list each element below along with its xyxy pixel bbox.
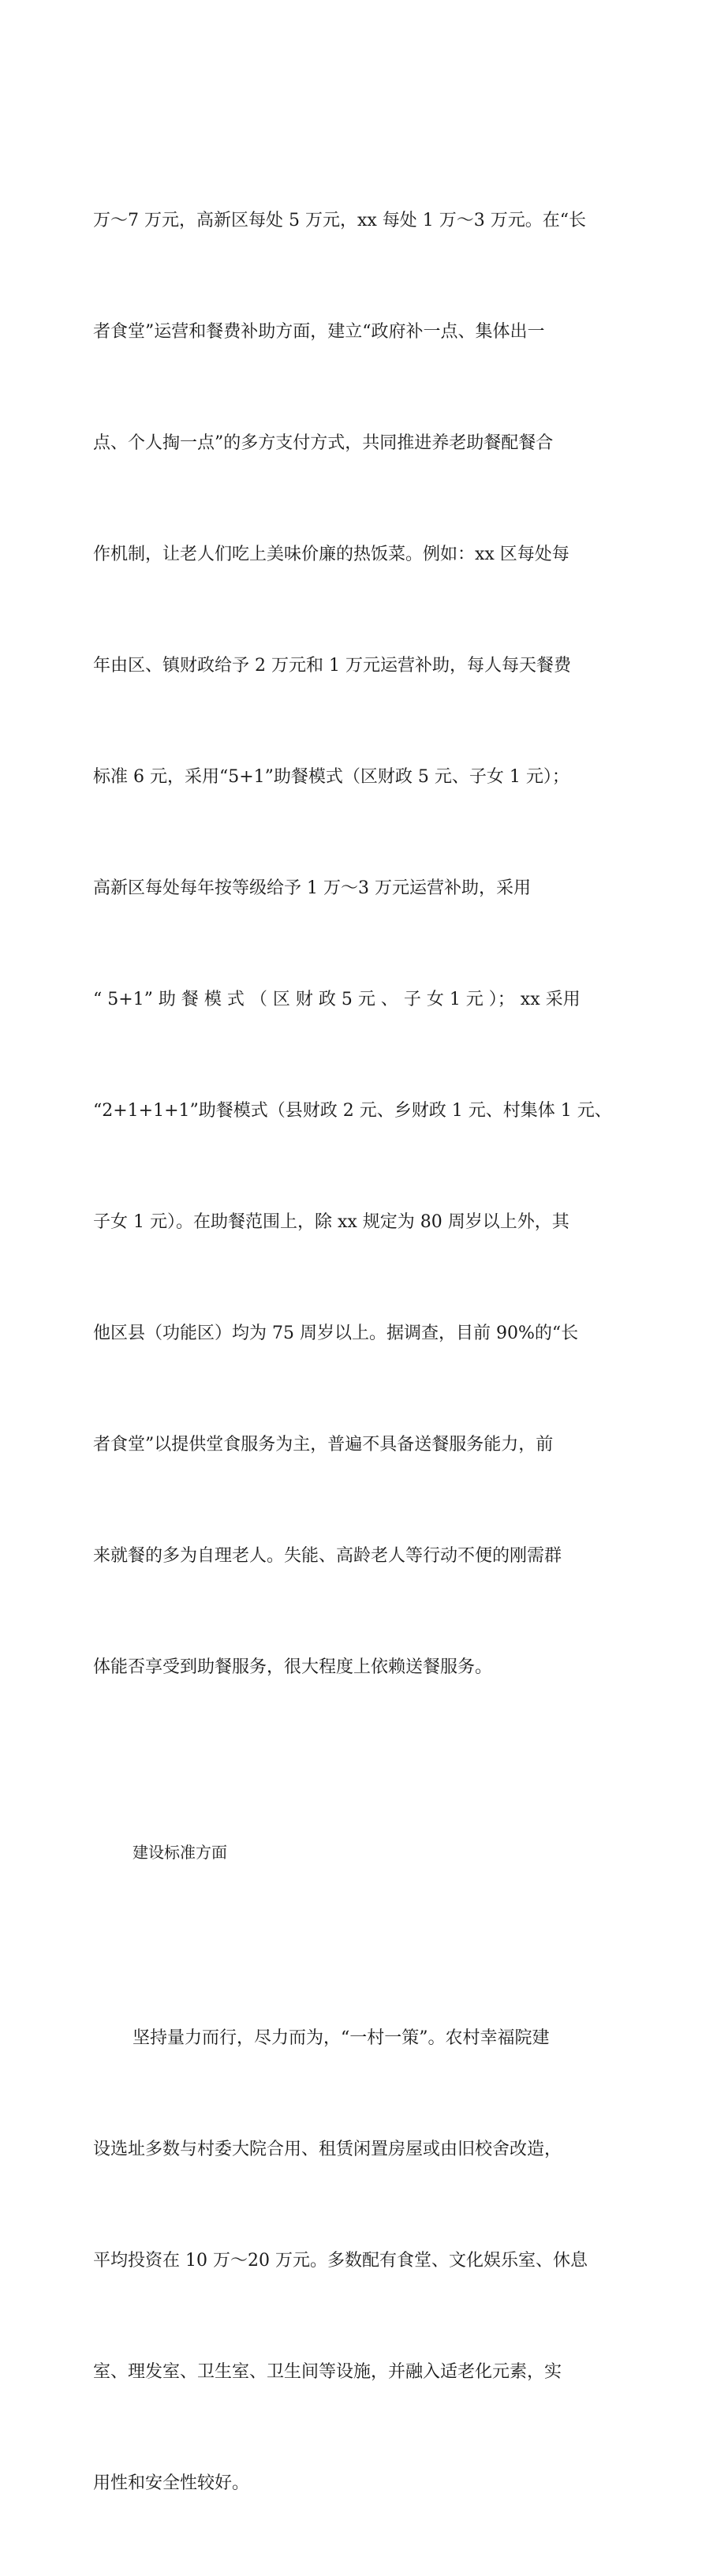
text-line: “2+1+1+1”助餐模式（县财政 2 元、乡财政 1 元、村集体 1 元、: [93, 1101, 612, 1121]
text-line: 作机制，让老人们吃上美味价廉的热饭菜。例如：xx 区每处每: [93, 545, 569, 564]
section-heading: 建设标准方面: [133, 1843, 227, 1862]
text-line: 设选址多数与村委大院合用、租赁闲置房屋或由旧校舍改造，: [93, 2140, 562, 2159]
document-body: [93, 128, 623, 2576]
text-line: 来就餐的多为自理老人。失能、高龄老人等行动不便的刚需群: [93, 1546, 562, 1566]
text-line: 坚持量力而行，尽力而为，“一村一策”。农村幸福院建: [133, 2028, 550, 2048]
paragraph-standards: [93, 1945, 623, 2576]
text-line: 点、个人掏一点”的多方支付方式，共同推进养老助餐配餐合: [93, 433, 554, 453]
text-line: 室、理发室、卫生室、卫生间等设施，并融入适老化元素，实: [93, 2362, 562, 2382]
text-line: 者食堂”以提供堂食服务为主，普遍不具备送餐服务能力，前: [93, 1435, 554, 1455]
text-line: 万～7 万元，高新区每处 5 万元，xx 每处 1 万～3 万元。在“长: [93, 211, 587, 230]
text-line: 标准 6 元，采用“5+1”助餐模式（区财政 5 元、子女 1 元）；: [93, 767, 569, 787]
text-line: 平均投资在 10 万～20 万元。多数配有食堂、文化娱乐室、休息: [93, 2251, 588, 2271]
text-line: 体能否享受到助餐服务，很大程度上依赖送餐服务。: [93, 1657, 493, 1677]
text-line: 者食堂”运营和餐费补助方面，建立“政府补一点、集体出一: [93, 322, 545, 342]
paragraph-funding: [93, 128, 623, 1760]
text-line: 用性和安全性较好。: [93, 2473, 250, 2493]
text-line: 高新区每处每年按等级给予 1 万～3 万元运营补助，采用: [93, 878, 531, 898]
text-line: 年由区、镇财政给予 2 万元和 1 万元运营补助，每人每天餐费: [93, 656, 571, 676]
text-line: 子女 1 元）。在助餐范围上，除 xx 规定为 80 周岁以上外，其: [93, 1212, 569, 1232]
text-line: “ 5+1” 助 餐 模 式 （ 区 财 政 5 元 、 子 女 1 元 ）； xx 采用: [93, 990, 581, 1009]
section-heading-block: [93, 1760, 623, 1945]
text-line: 他区县（功能区）均为 75 周岁以上。据调查，目前 90%的“长: [93, 1324, 579, 1343]
